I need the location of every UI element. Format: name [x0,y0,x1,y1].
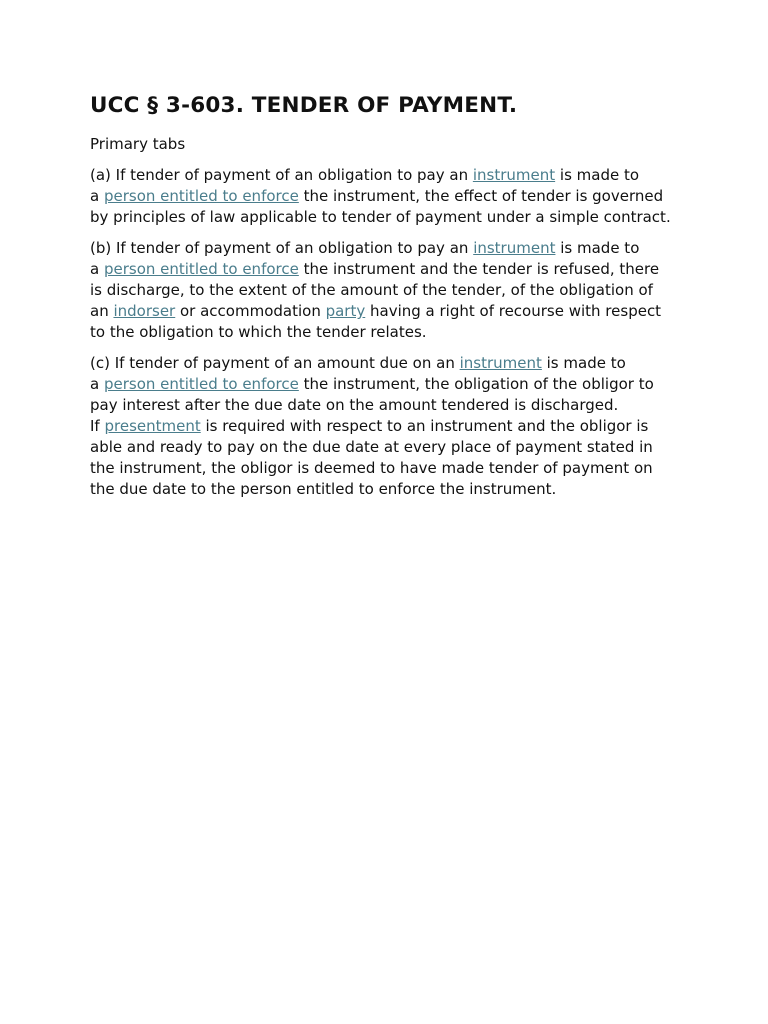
paragraph-line [90,458,690,479]
text-run: a [90,375,104,393]
text-run: is made to [555,239,640,257]
text-run: is made to [541,354,626,372]
text-run: If [90,417,105,435]
section-c-paragraph [90,353,690,500]
text-run: to the obligation to which the tender relates. [90,323,427,341]
term-link-person-entitled-to-enforce[interactable]: person entitled to enforce [103,187,299,205]
text-run: able and ready to pay on the due date at every place of payment stated in [90,438,653,456]
paragraph-line [90,165,690,186]
term-link-presentment[interactable]: presentment [104,417,201,435]
term-link-person-entitled-to-enforce[interactable]: person entitled to enforce [103,260,299,278]
paragraph-line [90,259,690,280]
document-body [90,92,690,510]
section-a-paragraph [90,165,690,228]
text-run: (b) If tender of payment of an obligation to pay an [90,239,474,257]
text-run: (a) If tender of payment of an obligation to pay an [90,166,473,184]
paragraph-line [90,238,690,259]
text-run: pay interest after the due date on the amount tendered is discharged. [90,396,619,414]
term-link-instrument[interactable]: instrument [459,354,542,372]
paragraph-line [90,280,690,301]
text-run: is discharge, to the extent of the amount of the tender, of the obligation of [90,281,653,299]
text-run: an [90,302,114,320]
paragraph-line [90,301,690,322]
paragraph-line [90,479,690,500]
text-run: is made to [555,166,640,184]
text-run: the instrument and the tender is refused, there [298,260,660,278]
text-run: a [90,187,104,205]
text-run: (c) If tender of payment of an amount due on an [90,354,460,372]
statute-sections [90,165,690,500]
paragraph-line [90,207,690,228]
text-run: a [90,260,104,278]
paragraph-line [90,322,690,343]
paragraph-line [90,437,690,458]
primary-tabs-label: Primary tabs [90,135,186,153]
paragraph-line [90,395,690,416]
paragraph-line [90,186,690,207]
text-run: the due date to the person entitled to enforce the instrument. [90,480,557,498]
paragraph-line [90,416,690,437]
text-run: having a right of recourse with respect [365,302,662,320]
text-run: or accommodation [175,302,326,320]
section-b-paragraph [90,238,690,343]
text-run: is required with respect to an instrument and the obligor is [200,417,649,435]
text-run: the instrument, the effect of tender is governed [298,187,664,205]
paragraph-line [90,374,690,395]
paragraph-line [90,353,690,374]
term-link-person-entitled-to-enforce[interactable]: person entitled to enforce [103,375,299,393]
term-link-party[interactable]: party [325,302,366,320]
term-link-instrument[interactable]: instrument [472,166,556,184]
term-link-instrument[interactable]: instrument [473,239,556,257]
text-run: the instrument, the obligor is deemed to have made tender of payment on [90,459,653,477]
term-link-indorser[interactable]: indorser [113,302,176,320]
text-run: by principles of law applicable to tender of payment under a simple contract. [90,208,671,226]
page-title: UCC § 3-603. TENDER OF PAYMENT. [90,93,518,118]
text-run: the instrument, the obligation of the obligor to [298,375,654,393]
